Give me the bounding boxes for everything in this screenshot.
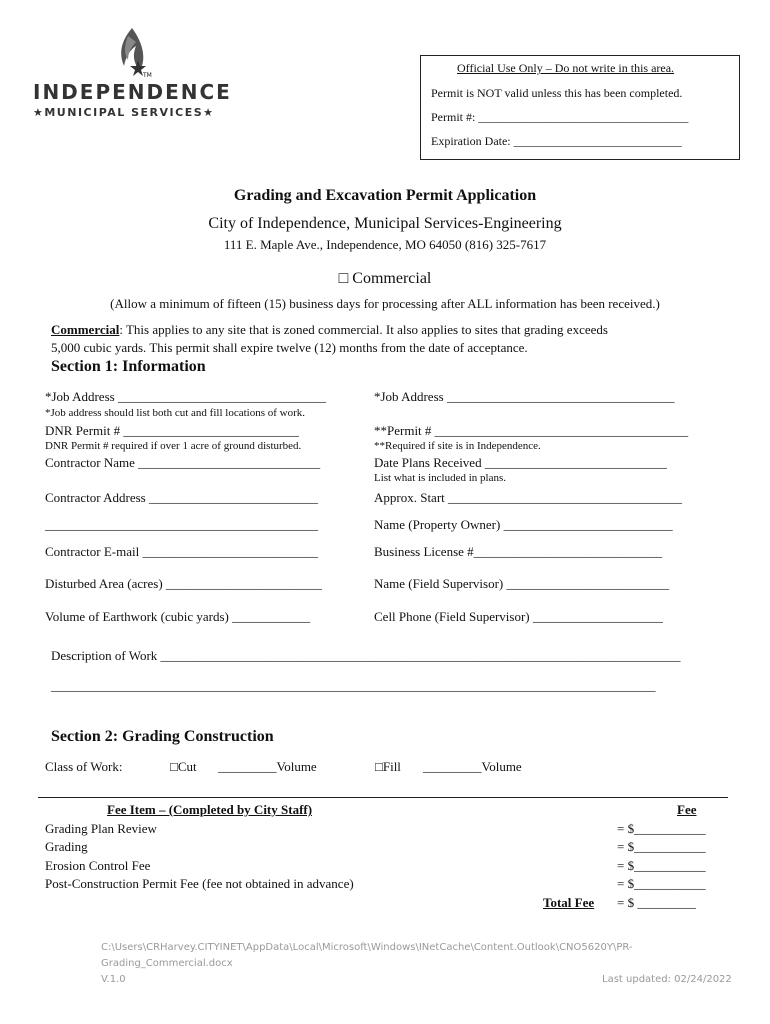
total-fee-value[interactable]: = $ _________ [617,895,696,910]
logo-name-top: INDEPENDENCE [33,80,232,104]
fee-item-label: Post-Construction Permit Fee (fee not obtained in advance) [45,876,354,891]
footer-last-updated: Last updated: 02/24/2022 [602,974,732,985]
fill-volume-field[interactable]: _________Volume [423,759,522,774]
job-address-field-left[interactable]: *Job Address ________________________________ [45,389,326,404]
fee-item-label: Grading Plan Review [45,821,157,836]
section1-title: Section 1: Information [51,358,206,375]
fee-item-header: Fee Item – (Completed by City Staff) [107,802,313,817]
trademark-mark: TM [143,72,152,79]
fee-divider [38,797,728,798]
fee-item-value[interactable]: = $___________ [617,858,706,873]
description-of-work-field[interactable]: Description of Work ________________________________________________________________________________ [51,648,681,663]
commercial-description-text: : This applies to any site that is zoned commercial. It also applies to sites that grading exceeds [119,322,608,337]
official-use-title: Official Use Only – Do not write in this area. [457,61,675,75]
contractor-address-field[interactable]: Contractor Address __________________________ [45,490,318,505]
fee-item-value[interactable]: = $___________ [617,876,706,891]
property-owner-field[interactable]: Name (Property Owner) __________________________ [374,517,673,532]
official-permit-field: Permit #: ___________________________________ [431,110,689,124]
commercial-label: Commercial [51,322,120,337]
contractor-address-line2[interactable]: __________________________________________ [45,517,318,532]
job-address-note: *Job address should list both cut and fill locations of work. [45,407,305,419]
date-plans-received-field[interactable]: Date Plans Received ____________________________ [374,455,667,470]
earthwork-volume-field[interactable]: Volume of Earthwork (cubic yards) ____________ [45,609,311,624]
commercial-description-line2: 5,000 cubic yards. This permit shall expire twelve (12) months from the date of acceptance. [51,340,528,355]
official-use-box [420,55,740,160]
footer-version: V.1.0 [101,974,126,985]
page-subtitle: City of Independence, Municipal Services-Engineering [208,215,562,232]
section2-title: Section 2: Grading Construction [51,728,274,745]
official-expiration-field: Expiration Date: ____________________________ [431,134,682,148]
page-title: Grading and Excavation Permit Application [233,187,537,204]
disturbed-area-field[interactable]: Disturbed Area (acres) ________________________ [45,576,322,591]
contractor-name-field[interactable]: Contractor Name ____________________________ [45,455,321,470]
fee-item-value[interactable]: = $___________ [617,839,706,854]
footer-file-name: Grading_Commercial.docx [101,958,233,969]
fee-header: Fee [677,802,697,817]
description-of-work-line2[interactable]: _____________________________________________________________________________________________ [51,678,656,693]
logo-name-bottom: ★MUNICIPAL SERVICES★ [33,106,215,119]
field-supervisor-phone-field[interactable]: Cell Phone (Field Supervisor) ____________________ [374,609,663,624]
fee-item-label: Erosion Control Fee [45,858,151,873]
job-address-field-right[interactable]: *Job Address ___________________________________ [374,389,675,404]
permit-note: **Required if site is in Independence. [374,440,541,452]
fee-item-value[interactable]: = $___________ [617,821,706,836]
fill-checkbox[interactable]: □Fill [375,759,401,774]
total-fee-label: Total Fee [543,895,595,910]
processing-note: (Allow a minimum of fifteen (15) business days for processing after ALL information has been received.) [110,296,660,311]
footer-file-path: C:\Users\CRHarvey.CITYINET\AppData\Local\Microsoft\Windows\INetCache\Content.Outlook\CNO5620Y\PR- [101,942,633,953]
approx-start-field[interactable]: Approx. Start ____________________________________ [374,490,683,505]
contractor-email-field[interactable]: Contractor E-mail ___________________________ [45,544,318,559]
official-use-notice: Permit is NOT valid unless this has been completed. [431,86,683,100]
office-address: 111 E. Maple Ave., Independence, MO 64050 (816) 325-7617 [223,237,547,252]
class-of-work-label: Class of Work: [45,759,123,774]
plans-note: List what is included in plans. [374,472,506,484]
fee-item-label: Grading [45,839,88,854]
commercial-checkbox[interactable]: □ Commercial [338,270,432,287]
field-supervisor-name-field[interactable]: Name (Field Supervisor) _________________________ [374,576,670,591]
business-license-field[interactable]: Business License #_____________________________ [374,544,663,559]
commercial-description-line1 [51,322,608,338]
cut-checkbox[interactable]: □Cut [170,759,197,774]
cut-volume-field[interactable]: _________Volume [218,759,317,774]
dnr-permit-note: DNR Permit # required if over 1 acre of ground disturbed. [45,440,302,452]
permit-number-field[interactable]: **Permit # _______________________________________ [374,423,689,438]
dnr-permit-field[interactable]: DNR Permit # ___________________________ [45,423,299,438]
